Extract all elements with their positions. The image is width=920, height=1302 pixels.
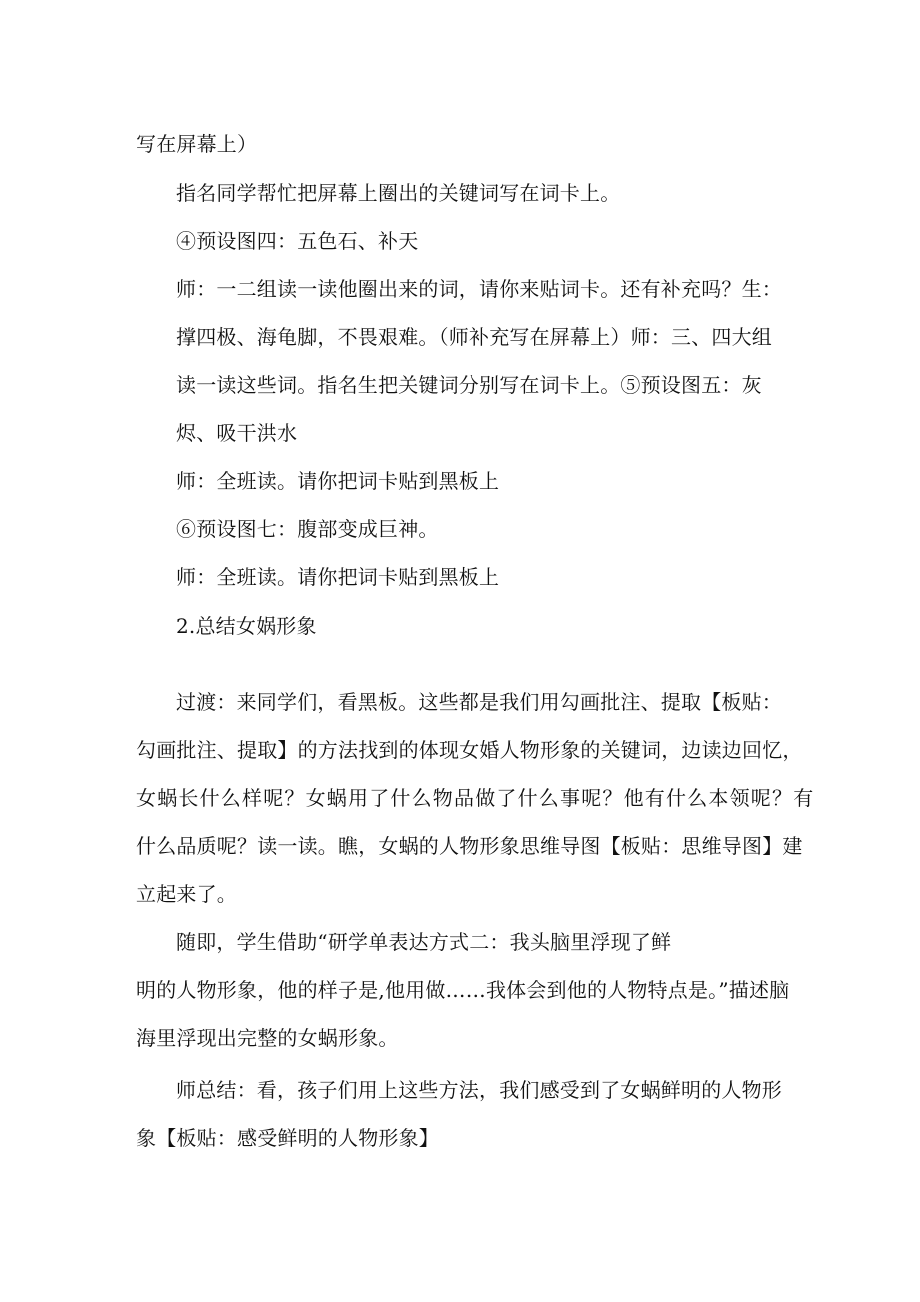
text-line: ⑥预设图七：腹部变成巨神。 <box>176 517 439 541</box>
section-heading: 2.总结女娲形象 <box>176 614 317 638</box>
text-line: 明的人物形象，他的样子是,他用做……我体会到他的人物特点是。”描述脑 <box>136 978 790 1002</box>
text-line: 海里浮现出完整的女蜗形象。 <box>136 1026 399 1050</box>
text-line: 师：一二组读一读他圈出来的词，请你来贴词卡。还有补充吗？生： <box>176 277 782 301</box>
text-line: 立起来了。 <box>136 882 237 906</box>
text-line: 师总结：看，孩子们用上这些方法，我们感受到了女蜗鲜明的人物形 <box>176 1078 782 1102</box>
text-line: 随即，学生借助“研学单表达方式二：我头脑里浮现了鲜 <box>176 930 672 954</box>
text-line: 过渡：来同学们，看黑板。这些都是我们用勾画批注、提取【板贴： <box>176 690 782 714</box>
text-line: 什么品质呢？读一读。瞧，女蜗的人物形象思维导图【板贴：思维导图】建 <box>136 834 803 858</box>
text-line: 写在屏幕上） <box>136 132 258 156</box>
text-line: 读一读这些词。指名生把关键词分别写在词卡上。⑤预设图五：灰 <box>176 373 762 397</box>
text-line: 勾画批注、提取】的方法找到的体现女婚人物形象的关键词，边读边回忆， <box>136 738 803 762</box>
text-line: 师：全班读。请你把词卡贴到黑板上 <box>176 565 500 589</box>
text-line: 撑四极、海龟脚，不畏艰难。（师补充写在屏幕上）师：三、四大组 <box>176 325 772 349</box>
text-line: 指名同学帮忙把屏幕上圈出的关键词写在词卡上。 <box>176 181 621 205</box>
text-line: 烬、吸干洪水 <box>176 421 298 445</box>
text-line: 女蜗长什么样呢？女蜗用了什么物品做了什么事呢？他有什么本领呢？有 <box>136 786 815 810</box>
text-line: 象【板贴：感受鲜明的人物形象】 <box>136 1126 439 1150</box>
text-line: 师：全班读。请你把词卡贴到黑板上 <box>176 469 500 493</box>
text-line: ④预设图四：五色石、补天 <box>176 229 419 253</box>
